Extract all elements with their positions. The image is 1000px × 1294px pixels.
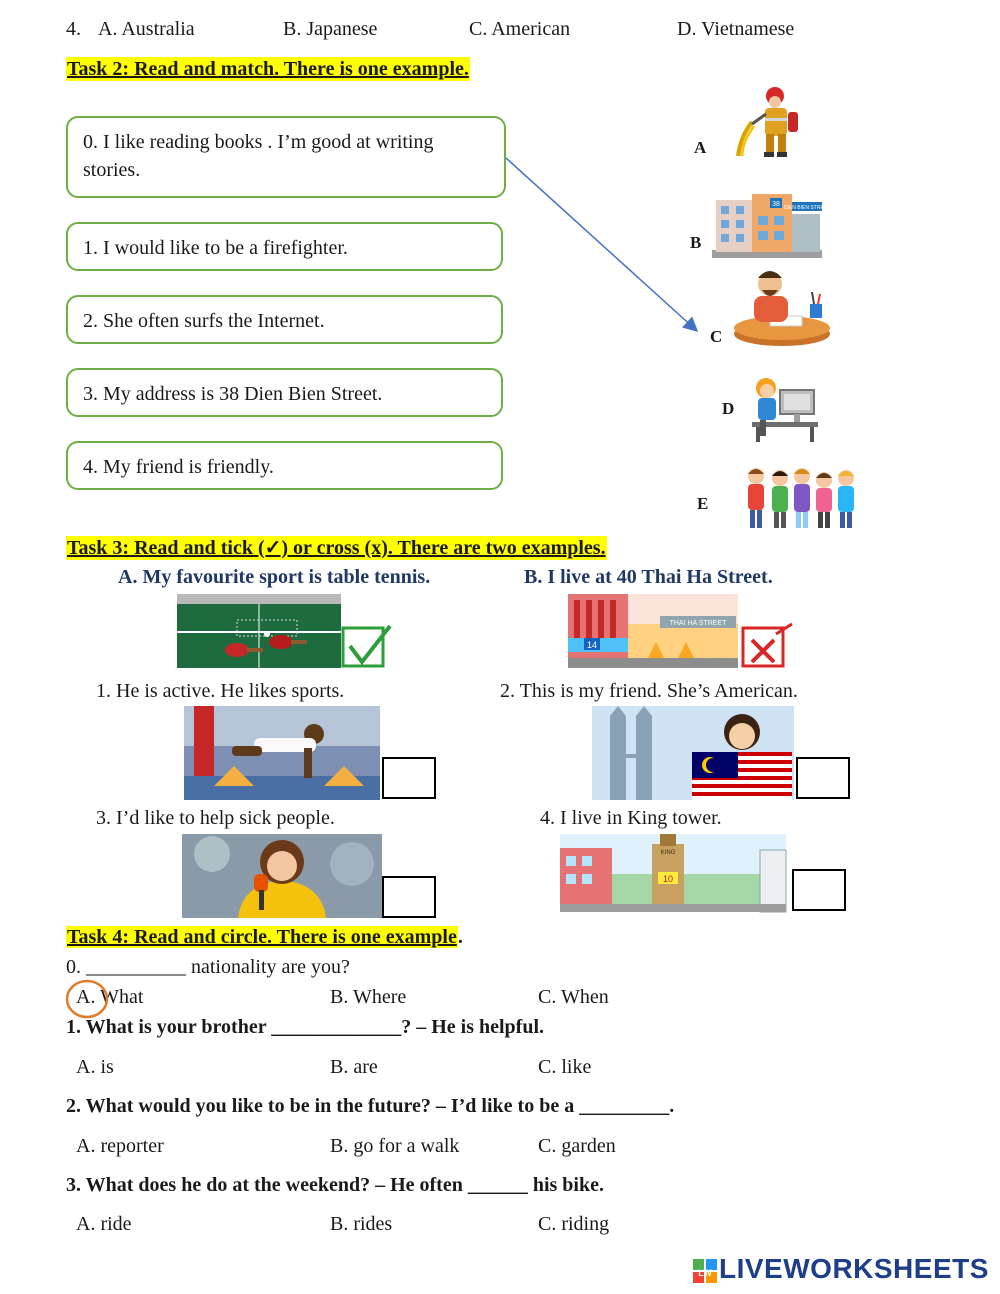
picture-table-tennis (177, 594, 341, 668)
task4-heading-row (66, 925, 463, 949)
task3-item-3: 3. I’d like to help sick people. (96, 807, 335, 829)
task4-q3-option-a[interactable]: A. ride (76, 1213, 132, 1235)
picture-active-boy (184, 706, 380, 800)
q4-option-b[interactable]: B. Japanese (283, 18, 378, 40)
tick-box-2[interactable] (796, 757, 850, 799)
picture-king-tower (560, 834, 786, 912)
match-sentence-3[interactable]: 3. My address is 38 Dien Bien Street. (66, 368, 503, 417)
match-letter-c: C (710, 327, 723, 346)
task4-q2: 2. What would you like to be in the future? – I’d like to be a _________. (66, 1095, 675, 1117)
liveworksheets-logo[interactable] (693, 1253, 993, 1287)
task4-q2-option-a[interactable]: A. reporter (76, 1135, 164, 1157)
task4-q2-option-b[interactable]: B. go for a walk (330, 1135, 460, 1157)
building-sign-text: DIEN BIEN STREET (783, 205, 831, 211)
thai-ha-number-text: 14 (586, 640, 598, 650)
task4-heading-period: . (457, 926, 463, 948)
tick-box-1[interactable] (382, 757, 436, 799)
task4-q1: 1. What is your brother _____________? – He is helpful. (66, 1016, 545, 1038)
task4-q0-option-c[interactable]: C. When (538, 986, 609, 1008)
task4-q3-option-c[interactable]: C. riding (538, 1213, 610, 1235)
match-letter-e: E (697, 494, 709, 513)
king-tower-sign: KING (660, 850, 676, 856)
tick-box-4[interactable] (792, 869, 846, 911)
q4-option-a[interactable]: A. Australia (98, 18, 195, 40)
example-b-cross-icon (740, 622, 796, 670)
task2-heading: Task 2: Read and match. There is one example. (67, 58, 469, 80)
picture-girl-with-flag (592, 706, 794, 800)
picture-building-street[interactable] (712, 190, 831, 258)
match-sentence-2[interactable]: 2. She often surfs the Internet. (66, 295, 503, 344)
task4-q3-option-b[interactable]: B. rides (330, 1213, 393, 1235)
example-a-tick-icon (340, 622, 396, 670)
task4-q1-option-c[interactable]: C. like (538, 1056, 592, 1078)
match-sentence-0[interactable]: 0. I like reading books . I’m good at writing stories. (66, 116, 506, 198)
task4-q0-option-b[interactable]: B. Where (330, 986, 407, 1008)
task4-q2-option-c[interactable]: C. garden (538, 1135, 616, 1157)
tick-box-3[interactable] (382, 876, 436, 918)
match-letter-a: A (694, 138, 707, 157)
picture-writer[interactable] (730, 262, 832, 348)
picture-reporter (182, 834, 382, 918)
picture-girl-computer[interactable] (750, 374, 820, 442)
logo-mark-text: LW (698, 1268, 712, 1278)
q4-option-c[interactable]: C. American (469, 18, 571, 40)
q4-number: 4. (66, 18, 81, 40)
example-match-arrow (500, 150, 710, 340)
match-sentence-1[interactable]: 1. I would like to be a firefighter. (66, 222, 503, 271)
q4-option-d[interactable]: D. Vietnamese (677, 18, 795, 40)
building-number-text: 38 (772, 201, 780, 208)
task4-heading: Task 4: Read and circle. There is one example (67, 926, 457, 948)
task3-example-b: B. I live at 40 Thai Ha Street. (524, 566, 773, 588)
task3-item-4: 4. I live in King tower. (540, 807, 722, 829)
match-letter-d: D (722, 399, 735, 418)
liveworksheets-logo-text: LIVEWORKSHEETS (719, 1253, 989, 1284)
task3-item-1: 1. He is active. He likes sports. (96, 680, 345, 702)
match-sentence-4[interactable]: 4. My friend is friendly. (66, 441, 503, 490)
match-letter-b: B (690, 233, 702, 252)
task3-heading: Task 3: Read and tick (✓) or cross (x). There are two examples. (67, 537, 606, 559)
king-tower-number: 10 (662, 874, 674, 884)
picture-thai-ha-street (568, 594, 738, 668)
task3-example-a: A. My favourite sport is table tennis. (118, 566, 431, 588)
example-answer-circle (64, 978, 110, 1020)
task4-q0-option-a[interactable]: A. What (76, 986, 144, 1008)
thai-ha-sign-text: THAI HA STREET (669, 620, 727, 627)
task3-item-2: 2. This is my friend. She’s American. (500, 680, 798, 702)
picture-friends[interactable] (742, 464, 860, 530)
task4-q1-option-b[interactable]: B. are (330, 1056, 378, 1078)
liveworksheets-logo-icon (693, 1259, 717, 1283)
task4-q1-option-a[interactable]: A. is (76, 1056, 114, 1078)
picture-firefighter[interactable] (730, 84, 810, 160)
task4-q3: 3. What does he do at the weekend? – He often ______ his bike. (66, 1174, 604, 1196)
task4-q0: 0. __________ nationality are you? (66, 956, 350, 978)
